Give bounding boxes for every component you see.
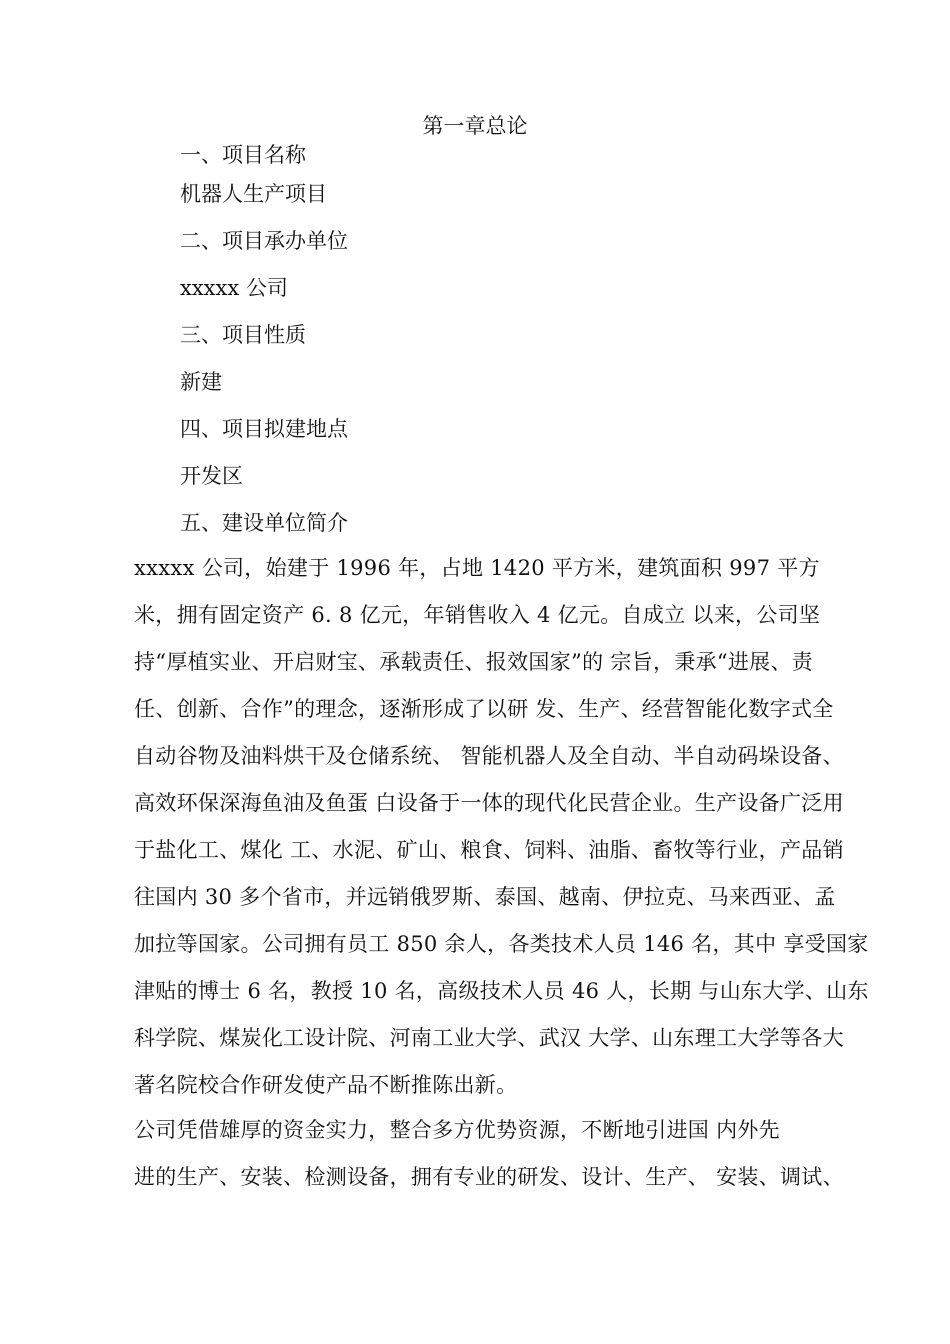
paragraph-line: 自动谷物及油料烘干及仓储系统、 智能机器人及全自动、半自动码垛设备、: [134, 744, 844, 768]
paragraph-line: 米，拥有固定资产 6. 8 亿元，年销售收入 4 亿元。自成立 以来，公司坚: [134, 603, 821, 627]
chapter-title: 第一章总论: [422, 114, 528, 138]
paragraph-line: 科学院、煤炭化工设计院、河南工业大学、武汉 大学、山东理工大学等各大: [134, 1026, 844, 1050]
paragraph-line: 任、创新、合作”的理念，逐渐形成了以研 发、生产、经营智能化数字式全: [134, 697, 834, 721]
paragraph-line: 进的生产、安装、检测设备，拥有专业的研发、设计、生产、 安装、调试、: [134, 1165, 844, 1189]
nature-value: 新建: [180, 370, 222, 394]
company-capability-paragraph: [134, 1107, 854, 1201]
paragraph-line: 高效环保深海鱼油及鱼蛋 白设备于一体的现代化民营企业。生产设备广泛用: [134, 791, 844, 815]
company-intro-paragraph: [134, 545, 869, 1109]
paragraph-line: 著名院校合作研发使产品不断推陈出新。: [134, 1073, 518, 1097]
paragraph-line: 加拉等国家。公司拥有员工 850 余人，各类技术人员 146 名，其中 享受国家: [134, 932, 869, 956]
project-name-value: 机器人生产项目: [180, 182, 327, 206]
location-value: 开发区: [180, 464, 243, 488]
paragraph-line: 于盐化工、煤化 工、水泥、矿山、粮食、饲料、油脂、畜牧等行业，产品销: [134, 838, 844, 862]
section-heading-location: 四、项目拟建地点: [180, 417, 348, 441]
section-heading-company-intro: 五、建设单位简介: [180, 511, 348, 535]
paragraph-line: 公司凭借雄厚的资金实力，整合多方优势资源，不断地引进国 内外先: [134, 1118, 780, 1142]
organizer-value: xxxxx 公司: [180, 276, 288, 300]
paragraph-line: 津贴的博士 6 名，教授 10 名，高级技术人员 46 人，长期 与山东大学、山东: [134, 979, 869, 1003]
section-heading-nature: 三、项目性质: [180, 323, 306, 347]
section-heading-organizer: 二、项目承办单位: [180, 229, 348, 253]
paragraph-line: 往国内 30 多个省市，并远销俄罗斯、泰国、越南、伊拉克、马来西亚、孟: [134, 885, 836, 909]
paragraph-line: 持“厚植实业、开启财宝、承载责任、报效国家”的 宗旨，秉承“进展、责: [134, 650, 814, 674]
section-heading-project-name: 一、项目名称: [180, 143, 306, 167]
paragraph-line: xxxxx 公司，始建于 1996 年，占地 1420 平方米，建筑面积 997 平方: [134, 556, 820, 580]
